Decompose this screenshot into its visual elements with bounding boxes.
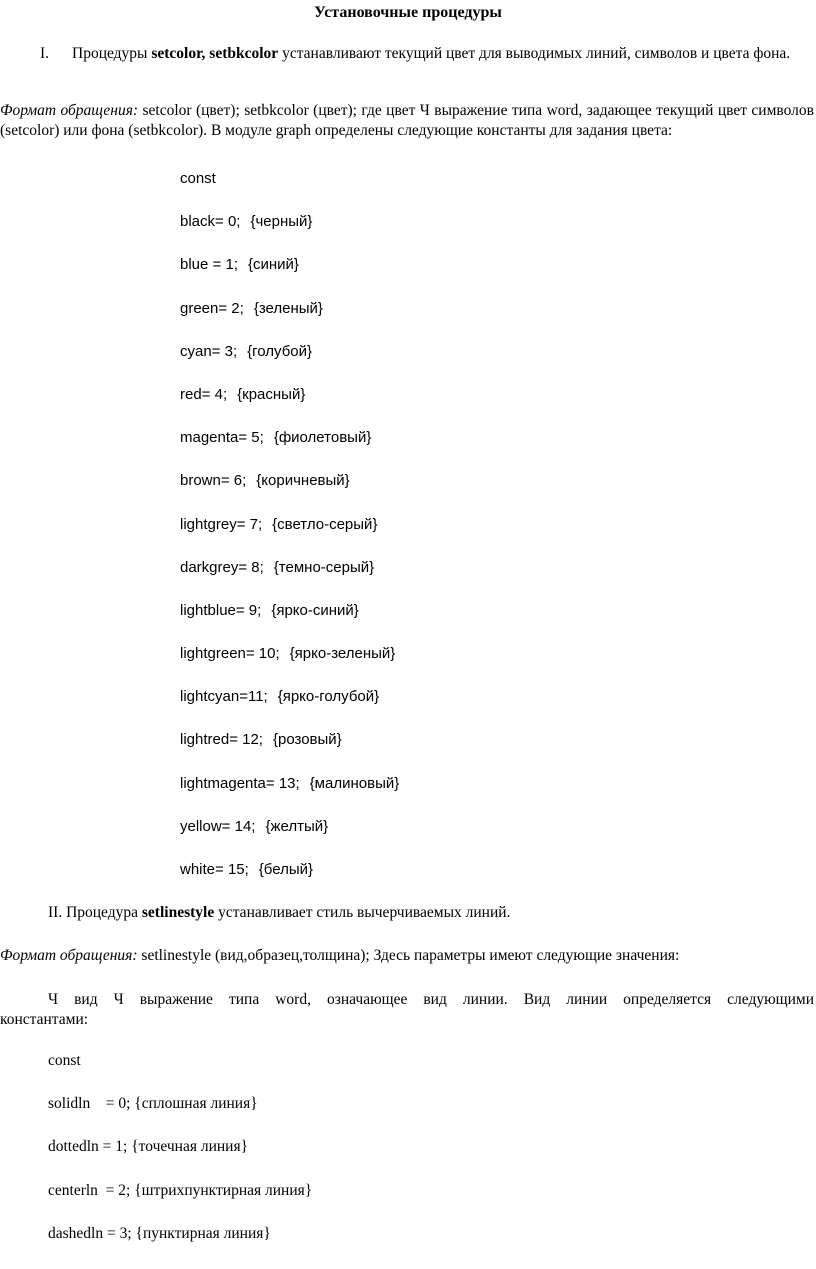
format-1-text: setcolor (цвет); setbkcolor (цвет); где цвет Ч выражение типа word, задающее текущий цвет символов (setcolor) или фона (setbkcolor). В модуле graph определены следующие константы для задания цвета: — [0, 102, 814, 139]
color-constant-line: const — [180, 170, 216, 187]
color-constant-line: brown= 6; {коричневый} — [180, 472, 350, 490]
line-style-line: solidln = 0; {сплошная линия} — [48, 1095, 258, 1113]
line-style-constants-list — [48, 1051, 312, 1267]
color-constant-line: green= 2; {зеленый} — [180, 299, 323, 317]
section-2-suffix: устанавливает стиль вычерчиваемых линий. — [214, 904, 511, 921]
format-1-paragraph — [0, 101, 814, 141]
color-constant-line: yellow= 14; {желтый} — [180, 817, 329, 835]
section-2-procedure: setlinestyle — [141, 904, 215, 921]
color-constant-line: darkgrey= 8; {темно-серый} — [180, 558, 375, 576]
color-constant-line: lightgreen= 10; {ярко-зеленый} — [180, 645, 396, 663]
format-1-label: Формат обращения: — [0, 102, 139, 119]
line-style-line: dottedln = 1; {точечная линия} — [48, 1138, 249, 1156]
color-constant-line: red= 4; {красный} — [180, 385, 306, 403]
section-1-suffix: устанавливают текущий цвет для выводимых линий, символов и цвета фона. — [278, 45, 791, 62]
color-constant-line: lightmagenta= 13; {малиновый} — [180, 774, 400, 792]
page-title: Установочные процедуры — [314, 4, 502, 21]
color-constant-line: cyan= 3; {голубой} — [180, 342, 313, 360]
color-constant-line: blue = 1; {синий} — [180, 256, 299, 274]
section-2-paragraph — [48, 903, 814, 923]
format-2-label: Формат обращения: — [0, 947, 138, 964]
section-1-prefix: Процедуры — [72, 45, 152, 62]
color-constant-line: magenta= 5; {фиолетовый} — [180, 429, 372, 447]
color-constants-list — [180, 169, 399, 903]
format-2-paragraph — [0, 946, 814, 966]
format-2-text: setlinestyle (вид,образец,толщина); Здесь параметры имеют следующие значения: — [137, 947, 680, 964]
line-style-line: dashedln = 3; {пунктирная линия} — [48, 1224, 271, 1242]
color-constant-line: lightgrey= 7; {светло-серый} — [180, 515, 378, 533]
color-constant-line: lightblue= 9; {ярко-синий} — [180, 601, 359, 619]
color-constant-line: white= 15; {белый} — [180, 861, 313, 878]
line-style-line: const — [48, 1052, 81, 1069]
color-constant-line: lightcyan=11; {ярко-голубой} — [180, 688, 380, 706]
section-2-prefix: II. Процедура — [48, 904, 142, 921]
color-constant-line: black= 0; {черный} — [180, 213, 313, 231]
section-1-paragraph — [0, 44, 814, 64]
line-style-line: centerln = 2; {штрихпунктирная линия} — [48, 1181, 313, 1199]
color-constant-line: lightred= 12; {розовый} — [180, 731, 342, 749]
vid-paragraph: Ч вид Ч выражение типа word, означающее вид линии. Вид линии определяется следующими константами: — [0, 991, 814, 1028]
section-1-procedures: setcolor, setbkcolor — [151, 45, 279, 62]
section-1-number: I. — [40, 45, 50, 62]
